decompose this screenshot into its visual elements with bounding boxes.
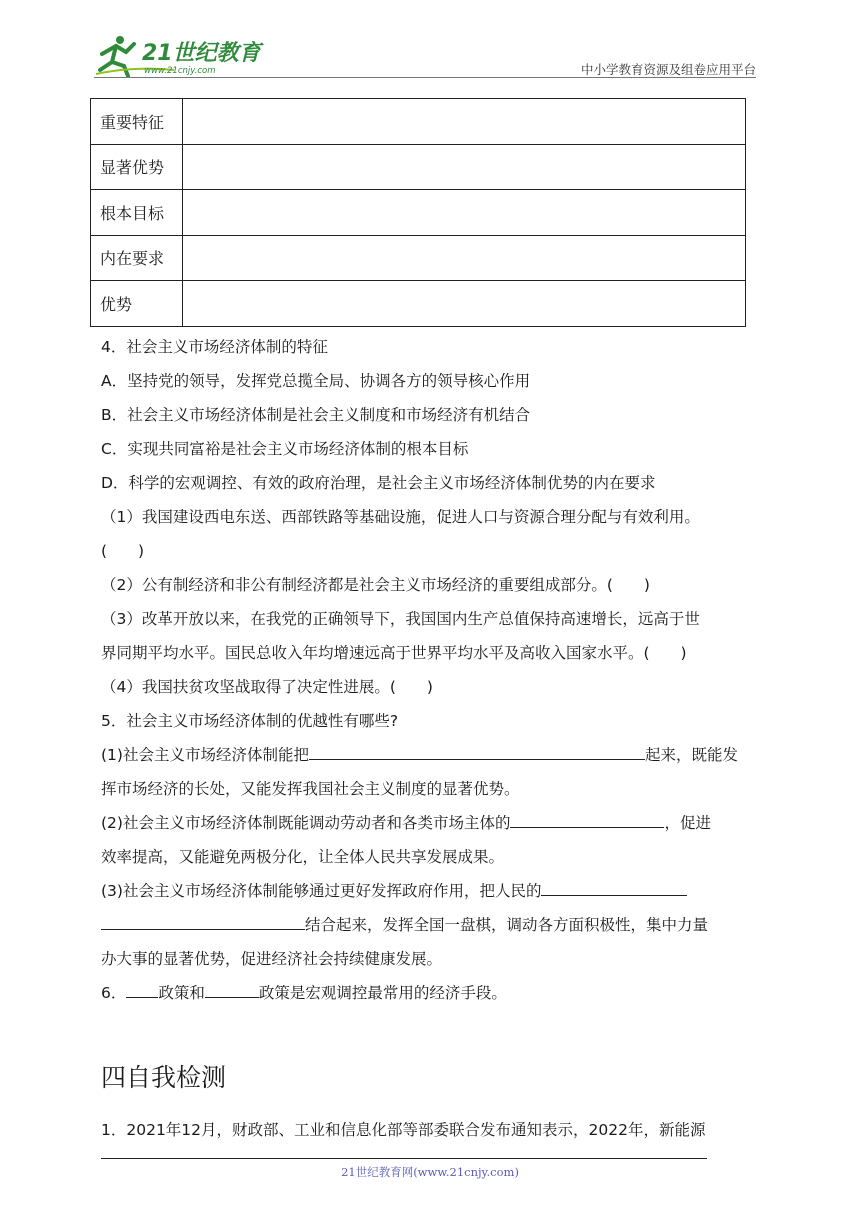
table-label: 优势 — [91, 281, 183, 327]
q5-title: 5．社会主义市场经济体制的优越性有哪些? — [101, 712, 399, 730]
table-blank-cell[interactable] — [183, 190, 746, 236]
judgment-3: （3）改革开放以来，在我党的正确领导下，我国国内生产总值保持高速增长，远高于世 — [101, 610, 700, 628]
table-row — [91, 190, 746, 236]
table-row — [91, 144, 746, 190]
fill-blank[interactable] — [510, 809, 664, 828]
q5-item-3-cont — [101, 908, 761, 942]
logo-text: 21世纪教育 — [142, 41, 261, 66]
q6-line — [101, 976, 761, 1010]
fill-blank[interactable] — [205, 979, 259, 998]
q5-1-text: (1)社会主义市场经济体制能把 — [101, 746, 309, 764]
q5-item-3-end: 办大事的显著优势，促进经济社会持续健康发展。 — [101, 950, 443, 968]
q5-item-1-cont: 挥市场经济的长处，又能发挥我国社会主义制度的显著优势。 — [101, 780, 520, 798]
q5-item-1 — [101, 738, 761, 772]
self-test-question-1: 1．2021年12月，财政部、工业和信息化部等部委联合发布通知表示，2022年，新能源 — [101, 1121, 706, 1139]
q5-item-2-cont: 效率提高，又能避免两极分化，让全体人民共享发展成果。 — [101, 848, 505, 866]
page-header — [94, 34, 756, 80]
q5-2-text: (2)社会主义市场经济体制既能调动劳动者和各类市场主体的 — [101, 814, 511, 832]
table-row — [91, 281, 746, 327]
table-blank-cell[interactable] — [183, 235, 746, 281]
section-heading: 四自我检测 — [101, 1063, 227, 1092]
feature-table — [90, 98, 746, 327]
table-row — [91, 235, 746, 281]
table-label: 内在要求 — [91, 235, 183, 281]
fill-blank[interactable] — [309, 741, 645, 760]
table-label: 根本目标 — [91, 190, 183, 236]
q5-1-text-end: 起来，既能发 — [644, 746, 738, 764]
q5-item-3 — [101, 874, 761, 908]
logo-url: www.21cnjy.com — [144, 66, 216, 76]
q4-option-c: C．实现共同富裕是社会主义市场经济体制的根本目标 — [101, 440, 469, 458]
table-blank-cell[interactable] — [183, 144, 746, 190]
fill-blank[interactable] — [126, 979, 158, 998]
q6-text-end: 政策是宏观调控最常用的经济手段。 — [258, 984, 507, 1002]
q4-option-b: B．社会主义市场经济体制是社会主义制度和市场经济有机结合 — [101, 406, 531, 424]
q5-3-text: (3)社会主义市场经济体制能够通过更好发挥政府作用，把人民的 — [101, 882, 542, 900]
table-blank-cell[interactable] — [183, 99, 746, 145]
table-blank-cell[interactable] — [183, 281, 746, 327]
judgment-3-cont: 界同期平均水平。国民总收入年均增速远高于世界平均水平及高收入国家水平。( ) — [101, 644, 687, 662]
q5-3-text-mid: 结合起来，发挥全国一盘棋，调动各方面积极性，集中力量 — [305, 916, 709, 934]
q4-title: 4．社会主义市场经济体制的特征 — [101, 338, 328, 356]
q4-option-a: A．坚持党的领导，发挥党总揽全局、协调各方的领导核心作用 — [101, 372, 531, 390]
fill-blank[interactable] — [101, 911, 305, 930]
q6-number: 6． — [101, 984, 127, 1002]
table-label: 重要特征 — [91, 99, 183, 145]
fill-blank[interactable] — [541, 877, 687, 896]
q5-item-2 — [101, 806, 761, 840]
table-row — [91, 99, 746, 145]
header-divider — [94, 77, 756, 78]
q5-2-text-end: ，促进 — [664, 814, 711, 832]
logo — [94, 34, 264, 78]
footer-link[interactable]: 21世纪教育网(www.21cnjy.com) — [341, 1165, 519, 1179]
judgment-4: （4）我国扶贫攻坚战取得了决定性进展。( ) — [101, 678, 433, 696]
judgment-1: （1）我国建设西电东送、西部铁路等基础设施，促进人口与资源合理分配与有效利用。 — [101, 508, 700, 526]
judgment-2: （2）公有制经济和非公有制经济都是社会主义市场经济的重要组成部分。( ) — [101, 576, 650, 594]
table-label: 显著优势 — [91, 144, 183, 190]
platform-text: 中小学教育资源及组卷应用平台 — [580, 62, 756, 77]
q4-option-d: D．科学的宏观调控、有效的政府治理，是社会主义市场经济体制优势的内在要求 — [101, 474, 656, 492]
q6-text: 政策和 — [158, 984, 205, 1002]
judgment-1-bracket[interactable]: ( ) — [101, 542, 145, 560]
question-content — [101, 330, 761, 1010]
footer-divider — [101, 1158, 707, 1159]
